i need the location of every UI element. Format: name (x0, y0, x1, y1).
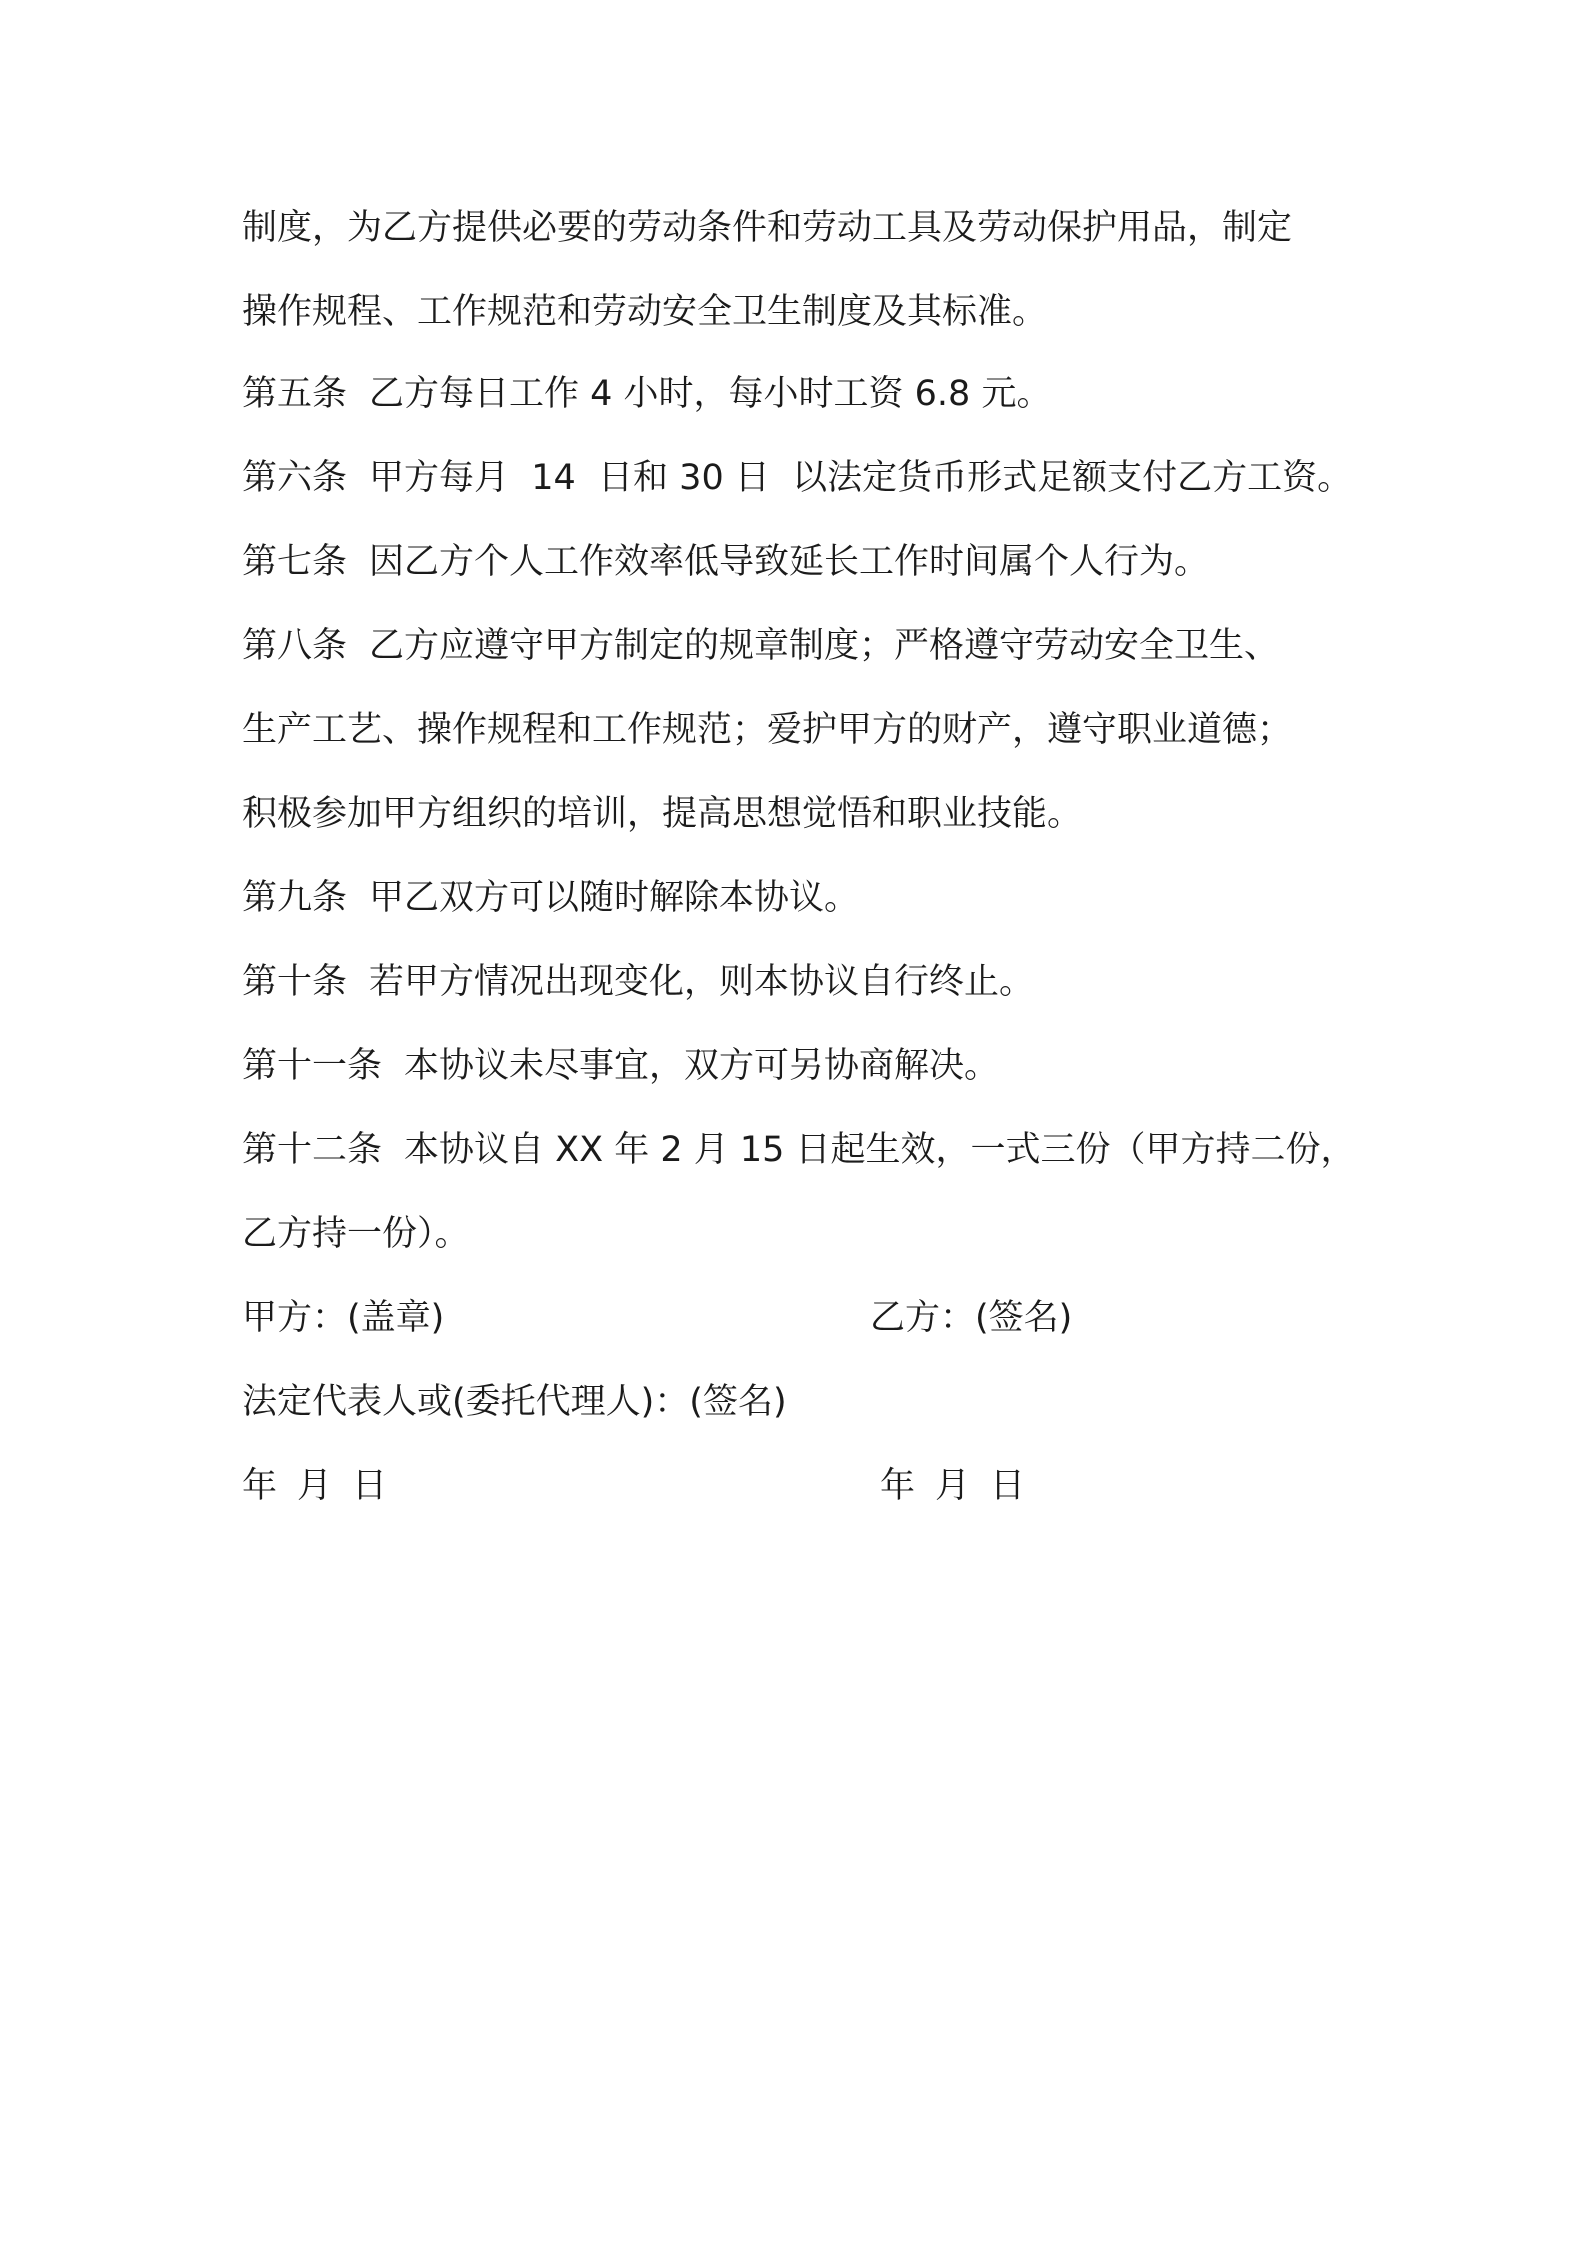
party-b-date-day: 日 (990, 1466, 1026, 1506)
article-11-text: 本协议未尽事宜，双方可另协商解决。 (404, 1046, 1000, 1086)
article-5 (242, 372, 1051, 416)
party-b-date-year: 年 (880, 1466, 916, 1506)
article-5-text: 乙方每日工作 4 小时，每小时工资 6.8 元。 (369, 374, 1052, 414)
article-9 (242, 876, 859, 920)
body-line-2: 操作规程、工作规范和劳动安全卫生制度及其标准。 (242, 292, 1048, 332)
article-6-text: 甲方每月 14 日和 30 日 以法定货币形式足额支付乙方工资。 (369, 458, 1353, 498)
article-5-number: 第五条 (242, 374, 348, 414)
article-10-number: 第十条 (242, 962, 348, 1002)
article-7 (242, 540, 1209, 584)
article-12-text-1: 本协议自 XX 年 2 月 15 日起生效，一式三份（甲方持二份， (404, 1130, 1356, 1170)
body-line-1: 制度，为乙方提供必要的劳动条件和劳动工具及劳动保护用品，制定 (242, 208, 1293, 248)
party-a-date-year: 年 (242, 1466, 278, 1506)
legal-representative-signature: 法定代表人或(委托代理人)：(签名) (242, 1382, 787, 1422)
article-11-number: 第十一条 (242, 1046, 383, 1086)
article-12 (242, 1128, 1356, 1172)
article-7-text: 因乙方个人工作效率低导致延长工作时间属个人行为。 (369, 542, 1210, 582)
party-a-seal: 甲方：(盖章) (242, 1298, 445, 1338)
article-8-text-2: 生产工艺、操作规程和工作规范；爱护甲方的财产，遵守职业道德； (242, 710, 1293, 750)
article-6 (242, 456, 1352, 500)
article-9-number: 第九条 (242, 878, 348, 918)
party-b-signature: 乙方：(签名) (870, 1298, 1073, 1338)
article-7-number: 第七条 (242, 542, 348, 582)
article-11 (242, 1044, 999, 1088)
article-10 (242, 960, 1034, 1004)
article-8-text-1: 乙方应遵守甲方制定的规章制度；严格遵守劳动安全卫生、 (369, 626, 1280, 666)
article-12-number: 第十二条 (242, 1130, 383, 1170)
party-a-date (242, 1464, 407, 1508)
article-6-number: 第六条 (242, 458, 348, 498)
article-10-text: 若甲方情况出现变化，则本协议自行终止。 (369, 962, 1035, 1002)
party-a-date-month: 月 (297, 1466, 333, 1506)
party-a-date-day: 日 (352, 1466, 388, 1506)
article-9-text: 甲乙双方可以随时解除本协议。 (369, 878, 860, 918)
article-8-number: 第八条 (242, 626, 348, 666)
article-12-text-2: 乙方持一份）。 (242, 1214, 470, 1254)
party-b-date (880, 1464, 1045, 1508)
party-b-date-month: 月 (935, 1466, 971, 1506)
article-8 (242, 624, 1279, 668)
article-8-text-3: 积极参加甲方组织的培训，提高思想觉悟和职业技能。 (242, 794, 1083, 834)
